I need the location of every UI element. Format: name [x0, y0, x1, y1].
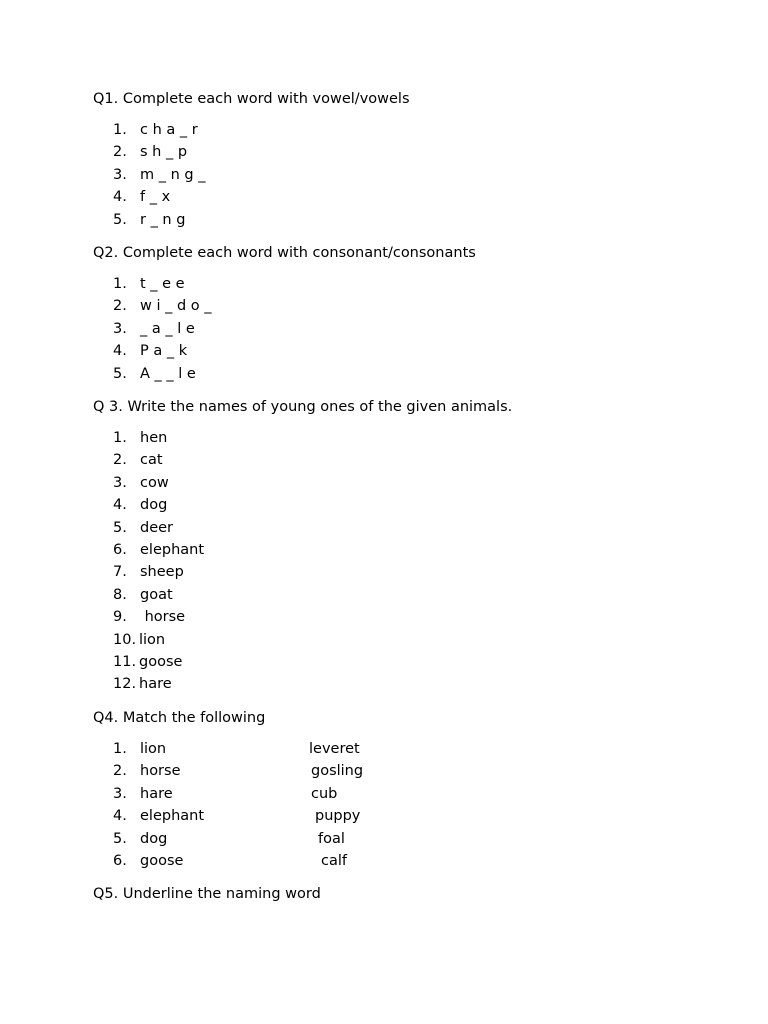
- item-number: 4.: [113, 343, 127, 360]
- item-number: 12.: [113, 676, 137, 693]
- match-left: elephant: [140, 808, 205, 825]
- match-right: cub: [311, 785, 338, 802]
- item-number: 3.: [113, 474, 127, 491]
- item-text: hare: [139, 676, 172, 693]
- list-item: [113, 164, 205, 186]
- list-item: [113, 295, 212, 317]
- match-row: [113, 738, 393, 760]
- list-item: [113, 561, 204, 583]
- item-text: sheep: [140, 564, 184, 581]
- item-number: 5.: [113, 365, 127, 382]
- item-text: dog: [140, 497, 168, 514]
- item-text: goose: [139, 653, 183, 670]
- list-item: [113, 584, 204, 606]
- item-text: cat: [140, 452, 163, 469]
- list-item: [113, 363, 212, 385]
- question-3-title: Q 3. Write the names of young ones of the given animals.: [93, 399, 513, 415]
- question-1-list: [113, 119, 205, 231]
- item-text: t _ e e: [140, 276, 185, 292]
- item-text: deer: [140, 519, 174, 536]
- match-row: [113, 828, 393, 850]
- item-text: s h _ p: [140, 144, 188, 161]
- item-number: 2.: [113, 298, 127, 315]
- list-item: [113, 494, 204, 516]
- list-item: [113, 651, 204, 673]
- question-3-list: [113, 427, 204, 696]
- list-item: [113, 318, 212, 340]
- item-text: r _ n g: [140, 211, 186, 228]
- item-number: 3.: [113, 320, 127, 337]
- question-2-list: [113, 273, 212, 385]
- question-5-title: Q5. Underline the naming word: [93, 886, 321, 902]
- item-number: 1.: [113, 276, 127, 292]
- item-text: lion: [139, 631, 166, 648]
- item-text: P a _ k: [140, 343, 188, 360]
- question-4-list: [113, 738, 393, 872]
- match-right: leveret: [309, 741, 360, 757]
- item-number: 1.: [113, 741, 127, 757]
- item-number: 10.: [113, 631, 137, 648]
- match-row: [113, 760, 393, 782]
- item-text: A _ _ l e: [140, 365, 196, 382]
- list-item: [113, 119, 205, 141]
- item-number: 5.: [113, 830, 127, 847]
- item-text: cow: [140, 474, 169, 491]
- item-number: 2.: [113, 763, 127, 780]
- list-item: [113, 427, 204, 449]
- item-number: 4.: [113, 808, 127, 825]
- item-number: 8.: [113, 586, 127, 603]
- match-right: foal: [318, 830, 345, 847]
- item-text: w i _ d o _: [140, 298, 212, 315]
- match-left: hare: [140, 785, 173, 802]
- item-number: 3.: [113, 166, 127, 183]
- item-text: m _ n g _: [140, 166, 206, 183]
- item-number: 6.: [113, 541, 127, 558]
- list-item: [113, 141, 205, 163]
- match-left: lion: [140, 741, 167, 757]
- list-item: [113, 273, 212, 295]
- match-right: calf: [321, 852, 347, 869]
- item-text: horse: [140, 609, 186, 626]
- question-1-title: Q1. Complete each word with vowel/vowels: [93, 91, 410, 107]
- list-item: [113, 340, 212, 362]
- list-item: [113, 606, 204, 628]
- list-item: [113, 472, 204, 494]
- item-text: _ a _ l e: [140, 320, 195, 337]
- item-number: 9.: [113, 609, 127, 626]
- item-number: 2.: [113, 452, 127, 469]
- question-4-title: Q4. Match the following: [93, 710, 266, 726]
- item-number: 3.: [113, 785, 127, 802]
- list-item: [113, 186, 205, 208]
- match-left: dog: [140, 830, 168, 847]
- item-number: 4.: [113, 497, 127, 514]
- match-right: puppy: [315, 808, 361, 825]
- item-number: 1.: [113, 430, 127, 446]
- item-text: f _ x: [140, 189, 171, 206]
- list-item: [113, 517, 204, 539]
- list-item: [113, 209, 205, 231]
- list-item: [113, 629, 204, 651]
- match-left: goose: [140, 852, 184, 869]
- item-number: 11.: [113, 653, 137, 670]
- match-right: gosling: [311, 763, 364, 780]
- item-number: 7.: [113, 564, 127, 581]
- list-item: [113, 673, 204, 695]
- match-row: [113, 850, 393, 872]
- item-text: elephant: [140, 541, 205, 558]
- item-number: 6.: [113, 852, 127, 869]
- item-number: 4.: [113, 189, 127, 206]
- list-item: [113, 539, 204, 561]
- match-left: horse: [140, 763, 181, 780]
- item-number: 1.: [113, 122, 127, 138]
- match-row: [113, 805, 393, 827]
- item-text: hen: [140, 430, 168, 446]
- match-row: [113, 783, 393, 805]
- item-number: 5.: [113, 519, 127, 536]
- list-item: [113, 449, 204, 471]
- item-text: goat: [140, 586, 173, 603]
- item-number: 2.: [113, 144, 127, 161]
- item-text: c h a _ r: [140, 122, 198, 138]
- question-2-title: Q2. Complete each word with consonant/consonants: [93, 245, 476, 261]
- item-number: 5.: [113, 211, 127, 228]
